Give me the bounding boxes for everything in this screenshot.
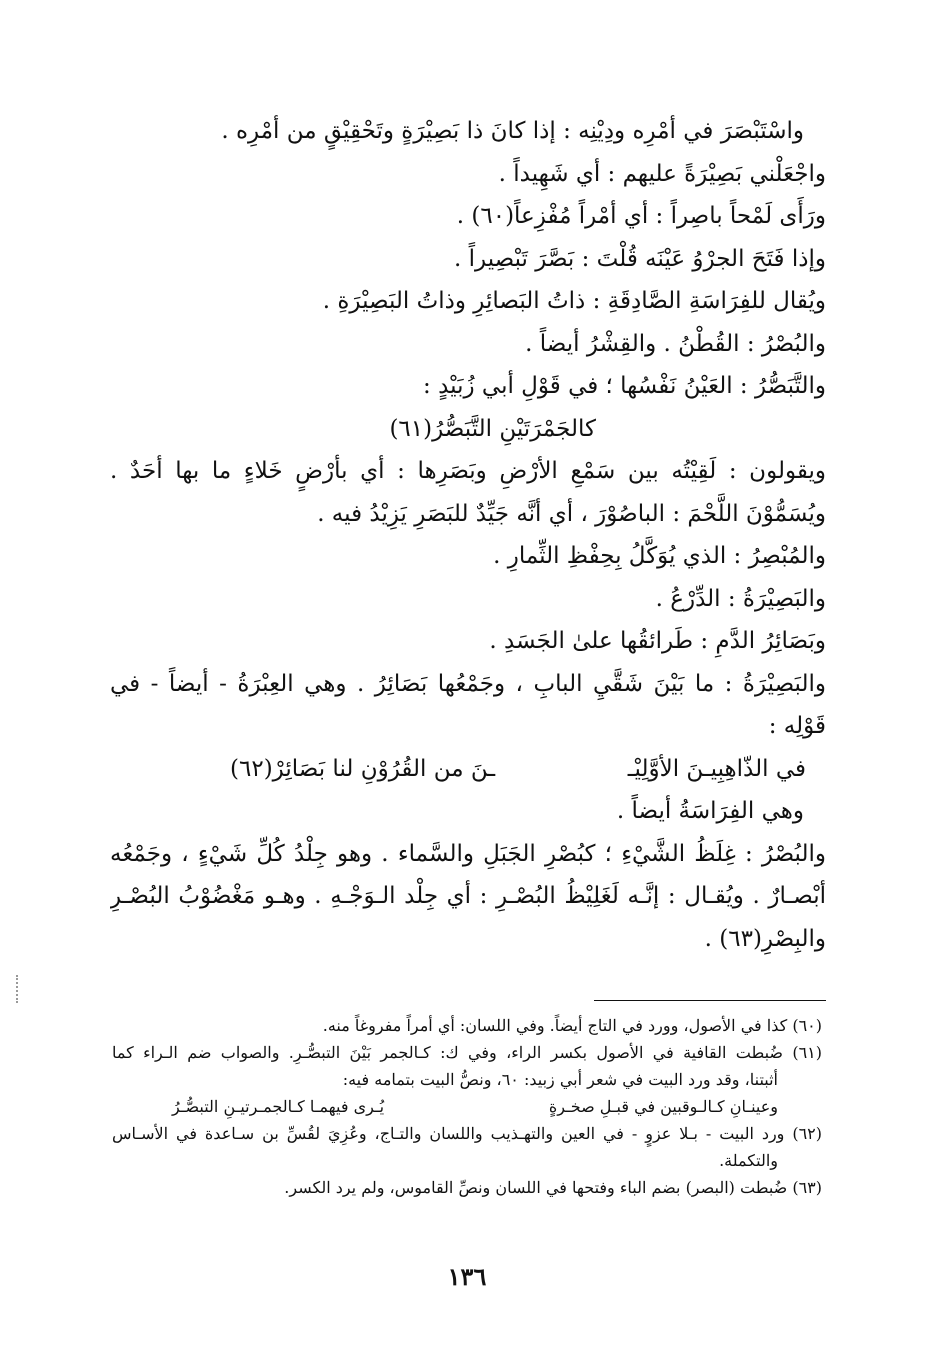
text-line: ورَأَى لَمْحاً باصِراً : أي أمْراً مُفْزِعاً(٦٠) . [456, 203, 826, 229]
text-line: والمُبْصِرُ : الذي يُوَكَّلُ بِحِفْظِ الثِّمارِ . [493, 543, 826, 569]
footnote-verse-second: يُـرى فيهمـا كـالجمـرتيـنِ التبصُّـرُ [172, 1097, 385, 1116]
text-line: والبُصْرُ : القُطْنُ . والقِشْرُ أيضاً . [525, 330, 826, 357]
footnote-line: والتكملة. [719, 1151, 778, 1170]
verse-first-hemistich: في الذّاهِبِيـنَ الأوَّلِيْـ [627, 755, 806, 782]
text-line: والتَّبَصُّرُ : العَيْنُ نَفْسُها ؛ في قَوْلِ أبي زُبَيْدٍ : [423, 373, 826, 399]
text-line: واسْتَبْصَرَ في أمْرِه ودِيْنِه : إذا كانَ ذا بَصِيْرَةٍ وتَحْقِيْقٍ من أمْرِه . [221, 118, 804, 144]
text-line: وبَصَائِرُ الدَّمِ : طَرائقُها علىٰ الجَسَدِ . [489, 628, 826, 654]
text-line: وهي الفِرَاسَةُ أيضاً . [616, 798, 804, 824]
verse-half-line: كالجَمْرَتَيْنِ التَّبَصُّرُ(٦١) [389, 415, 596, 442]
text-line: والبِصْرِ(٦٣) . [704, 925, 826, 952]
footnotes-block [112, 1012, 822, 1201]
footnote-separator [594, 1000, 826, 1001]
text-line: ويُقال للفِرَاسَةِ الصَّادِقَةِ : ذاتُ البَصائِرِ وذاتُ البَصِيْرَةِ . [322, 288, 826, 314]
text-line: والبَصِيْرَةُ : الدِّرْعُ . [655, 585, 826, 612]
page-number: ١٣٦ [447, 1262, 487, 1291]
footnote-verse-first: وعينـانِ كـالـوقبين في قبـلِ صخـرةٍ [548, 1097, 778, 1116]
text-line: ويقولون : لَقِيْتُه بين سَمْعِ الأرْضِ وبَصَرِها : أي بأرْضٍ خَلاءٍ ما بها أحَدٌ . [110, 458, 826, 484]
footnote-line: (٦٢) ورد البيت - بـلا عزوٍ - في العين والتهـذيب واللسان والتـاج، وعُزِيَ لقُسِّ بن سـاعدة في الأسـاس [112, 1124, 822, 1143]
scan-edge-mark [16, 975, 20, 1003]
footnote-line: (٦١) ضُبطت القافية في الأصول بكسر الراء، وفي ك: كـالجمر بَيْنَ التبصُّـرِ. والصواب ضم الـراء كما [112, 1043, 822, 1062]
text-line: والبَصِيْرَةُ : ما بَيْنَ شَقَّيِ البابِ ، وجَمْعُها بَصَائِرُ . وهي العِبْرَةُ - أيضاً - في [110, 670, 826, 697]
text-line: واجْعَلْني بَصِيْرَةً عليهم : أي شَهِيداً . [498, 160, 826, 187]
footnote-line: (٦٣) ضُبطت (البصر) بضم الباء وفتحها في اللسان ونصِّ القاموس، ولم يرد الكسر. [284, 1178, 822, 1197]
main-text-block [110, 110, 826, 960]
text-line: وإذا فَتَحَ الجرْوُ عَيْنَه قُلْتَ : بَصَّرَ تَبْصِيراً . [454, 245, 826, 272]
text-line: ويُسَمُّوْنَ اللَّحْمَ : الباصُوْرَ ، أي أنَّه جَيِّدٌ للبَصَرِ يَزِيْدُ فيه . [317, 500, 826, 527]
text-line: والبُصْرُ : غِلَظُ الشَّيْءِ ؛ كبُصْرِ الجَبَلِ والسَّماء . وهو جِلْدُ كُلِّ شَيْءٍ ، وجَمْعُه [110, 840, 826, 867]
footnote-verse [112, 1093, 822, 1120]
footnote-line: أثبتنا، وقد ورد البيت في شعر أبي زبيد: ٦٠، ونصُّ البيت بتمامه فيه: [342, 1070, 778, 1089]
verse-second-hemistich: ـنَ من القُرُوْنِ لنا بَصَائِرْ(٦٢) [230, 755, 496, 782]
poem-verse [110, 748, 826, 791]
text-line: قَوْلِه : [768, 713, 826, 739]
footnote-line: (٦٠) كذا في الأصول، وورد في التاج أيضاً. وفي اللسان: أي أمراً مفروغاً منه. [322, 1016, 822, 1035]
text-line: أبْصـارٌ . ويُقـال : إنَّـه لَغَلِيْظُ البُصْـرِ : أي جِلْد الـوَجْـهِ . وهـو مَغْضُوْبُ البُصْـرِ [110, 883, 826, 909]
